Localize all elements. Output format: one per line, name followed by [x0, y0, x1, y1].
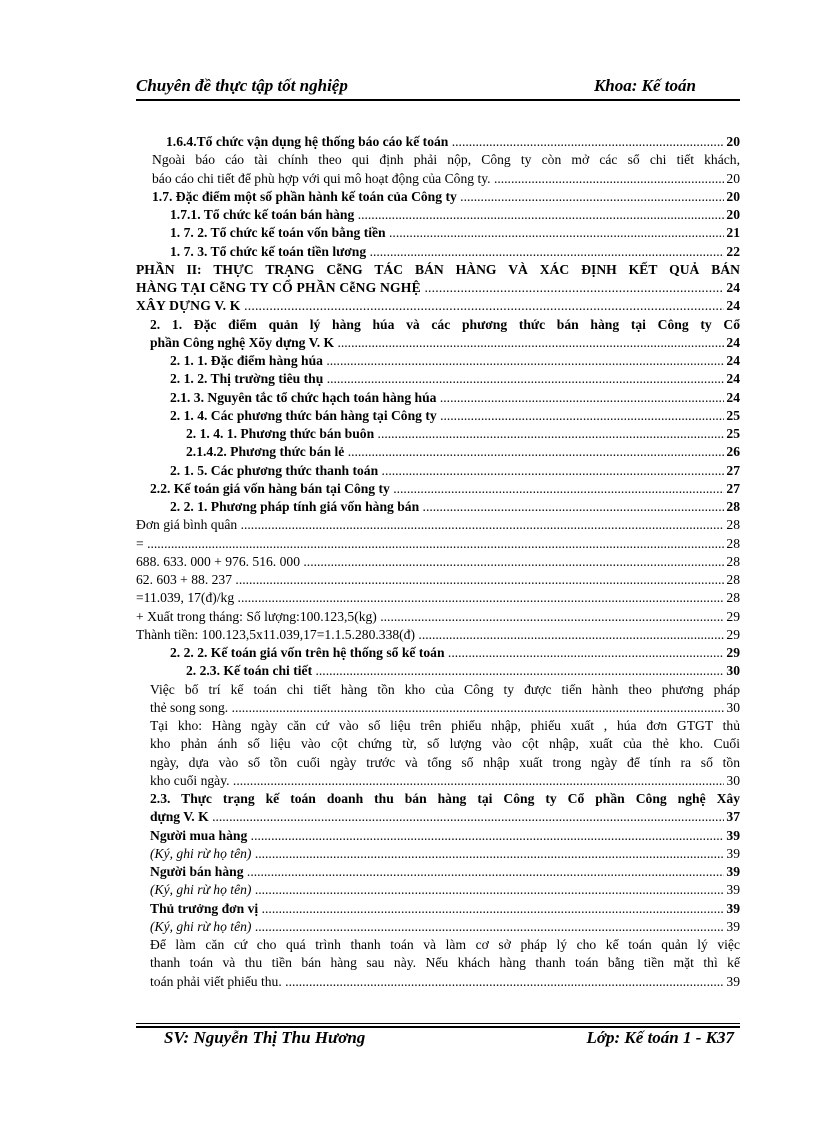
- toc-entry[interactable]: [136, 480, 740, 498]
- toc-entry-title: Thành tiền: 100.123,5x11.039,17=1.1.5.280.338(đ) .....: [136, 626, 740, 644]
- toc-entry-title: XÂY DỰNG V. K .....: [136, 297, 740, 315]
- toc-page-number: 28: [724, 589, 740, 607]
- toc-page-number: 39: [724, 827, 740, 845]
- toc-entry-title: 688. 633. 000 + 976. 516. 000 .....: [136, 553, 740, 571]
- toc-entry-title: phần Công nghệ Xõy dựng V. K .....: [136, 334, 740, 352]
- toc-entry[interactable]: [136, 462, 740, 480]
- toc-entry[interactable]: [136, 553, 740, 571]
- footer-class-label: Lớp: Kế toán 1 - K37: [586, 1028, 734, 1047]
- toc-page-number: 28: [724, 553, 740, 571]
- toc-entry-title: 2. 1. 4. 1. Phương thức bán buôn .....: [136, 425, 740, 443]
- toc-entry-title: báo cáo chi tiết để phù hợp với qui mô hoạt động của Công ty. .....: [136, 170, 740, 188]
- toc-entry[interactable]: [136, 170, 740, 188]
- toc-page-number: 30: [724, 662, 740, 680]
- toc-entry-title: 1.7. Đặc điểm một số phần hành kế toán của Công ty .....: [136, 188, 740, 206]
- toc-entry-title: Thủ trưởng đơn vị .....: [136, 900, 740, 918]
- toc-entry-title: (Ký, ghi rừ họ tên) .....: [136, 881, 740, 899]
- toc-entry-line: Để làm căn cứ cho quá trình thanh toán và làm cơ sở pháp lý cho kế toán quản lý việc: [150, 937, 740, 952]
- header-rule: [136, 99, 740, 101]
- toc-page-number: 39: [724, 918, 740, 936]
- toc-entry-title: 1.6.4.Tổ chức vận dụng hệ thống báo cáo kế toán .....: [136, 133, 740, 151]
- toc-entry[interactable]: [136, 644, 740, 662]
- toc-entry-line: thanh toán và thu tiền bán hàng sau này. Nếu khách hàng thanh toán bằng tiền mặt thì kế: [150, 955, 740, 971]
- toc-entry[interactable]: [136, 608, 740, 626]
- toc-entry-title: 2.2. Kế toán giá vốn hàng bán tại Công ty .....: [136, 480, 740, 498]
- toc-entry-line: 2.3. Thực trạng kế toán doanh thu bán hàng tại Công ty Cổ phần Công nghệ Xây: [150, 791, 740, 806]
- toc-entry[interactable]: [136, 589, 740, 607]
- toc-page-number: 20: [724, 170, 740, 188]
- toc-entry[interactable]: [136, 352, 740, 370]
- toc-entry[interactable]: [136, 918, 740, 936]
- toc-entry[interactable]: [136, 772, 740, 790]
- toc-page-number: 39: [724, 881, 740, 899]
- toc-entry[interactable]: [136, 827, 740, 845]
- page-header: [136, 76, 740, 98]
- toc-entry-line: Việc bố trí kế toán chi tiết hàng tồn kho của Công ty được tiến hành theo phương pháp: [150, 681, 740, 697]
- toc-page-number: 30: [724, 772, 740, 790]
- toc-entry-title: 2.1.4.2. Phương thức bán lẻ .....: [136, 443, 740, 461]
- toc-page-number: 29: [724, 626, 740, 644]
- toc-entry-title: 2. 1. 5. Các phương thức thanh toán .....: [136, 462, 740, 480]
- toc-entry-line: kho phản ánh số liệu vào cột chứng từ, số lượng vào cột nhập, xuất của thẻ kho. Cuối: [150, 736, 740, 752]
- toc-entry-title: 1. 7. 3. Tổ chức kế toán tiền lương .....: [136, 243, 740, 261]
- toc-page-number: 28: [724, 535, 740, 553]
- toc-page-number: 39: [724, 973, 740, 991]
- toc-entry[interactable]: [136, 243, 740, 261]
- toc-entry-title: toán phải viết phiếu thu. .....: [136, 973, 740, 991]
- toc-entry-line: ngày, dựa vào số tồn cuối ngày trước và tổng số nhập xuất trong ngày để tính ra số tồn: [150, 754, 740, 770]
- toc-entry-title: 1.7.1. Tổ chức kế toán bán hàng .....: [136, 206, 740, 224]
- toc-page-number: 24: [724, 389, 740, 407]
- toc-entry-line: Ngoài báo cáo tài chính theo qui định phải nộp, Công ty còn mở các sổ chi tiết khách,: [152, 152, 740, 168]
- toc-entry-title: 2. 1. 2. Thị trường tiêu thụ .....: [136, 370, 740, 388]
- toc-entry-title: dựng V. K .....: [136, 808, 740, 826]
- toc-page-number: 39: [724, 863, 740, 881]
- toc-entry-title: 2. 2. 2. Kế toán giá vốn trên hệ thống sổ kế toán .....: [136, 644, 740, 662]
- toc-entry-title: 62. 603 + 88. 237 .....: [136, 571, 740, 589]
- toc-entry[interactable]: [136, 389, 740, 407]
- toc-entry[interactable]: [136, 279, 740, 297]
- toc-entry[interactable]: [136, 407, 740, 425]
- toc-entry-title: 1. 7. 2. Tổ chức kế toán vốn bằng tiền .....: [136, 224, 740, 242]
- toc-page-number: 29: [724, 608, 740, 626]
- toc-entry[interactable]: [136, 863, 740, 881]
- toc-entry-title: kho cuối ngày. .....: [136, 772, 740, 790]
- toc-entry-title: (Ký, ghi rừ họ tên) .....: [136, 845, 740, 863]
- toc-entry-line: Tại kho: Hàng ngày căn cứ vào số liệu trên phiếu nhập, phiếu xuất , húa đơn GTGT thủ: [150, 718, 740, 733]
- toc-page-number: 27: [724, 462, 740, 480]
- toc-page-number: 20: [724, 188, 740, 206]
- toc-page-number: 37: [724, 808, 740, 826]
- toc-entry-title: 2. 2.3. Kế toán chi tiết .....: [136, 662, 740, 680]
- toc-page-number: 28: [724, 571, 740, 589]
- toc-entry[interactable]: [136, 535, 740, 553]
- toc-page-number: 24: [724, 334, 740, 352]
- toc-entry[interactable]: [136, 845, 740, 863]
- toc-entry[interactable]: [136, 206, 740, 224]
- toc-entry-title: 2. 1. 1. Đặc điểm hàng húa .....: [136, 352, 740, 370]
- toc-entry-title: = .....: [136, 535, 740, 553]
- toc-entry[interactable]: [136, 516, 740, 534]
- toc-entry-title: 2. 2. 1. Phương pháp tính giá vốn hàng bán .....: [136, 498, 740, 516]
- toc-page-number: 25: [724, 425, 740, 443]
- toc-page-number: 30: [724, 699, 740, 717]
- toc-entry[interactable]: [136, 973, 740, 991]
- toc-page-number: 39: [724, 845, 740, 863]
- toc-entry[interactable]: [136, 370, 740, 388]
- toc-entry-title: =11.039, 17(đ)/kg .....: [136, 589, 740, 607]
- toc-page-number: 24: [724, 352, 740, 370]
- toc-entry[interactable]: [136, 188, 740, 206]
- toc-page-number: 24: [724, 297, 740, 315]
- toc-entry[interactable]: [136, 662, 740, 680]
- toc-entry[interactable]: [136, 224, 740, 242]
- header-left-title: Chuyên đề thực tập tốt nghiệp: [136, 76, 348, 95]
- toc-entry[interactable]: [136, 334, 740, 352]
- toc-entry-title: 2.1. 3. Nguyên tắc tổ chức hạch toán hàng húa .....: [136, 389, 740, 407]
- toc-entry-title: Đơn giá bình quân .....: [136, 516, 740, 534]
- toc-page-number: 28: [724, 516, 740, 534]
- page-footer: [136, 1028, 740, 1052]
- toc-page-number: 28: [724, 498, 740, 516]
- toc-entry-title: Người bán hàng .....: [136, 863, 740, 881]
- toc-entry-title: + Xuất trong tháng: Số lượng:100.123,5(kg) .....: [136, 608, 740, 626]
- toc-page-number: 39: [724, 900, 740, 918]
- table-of-contents: [136, 133, 740, 991]
- toc-page-number: 29: [724, 644, 740, 662]
- toc-page-number: 24: [724, 279, 740, 297]
- toc-page-number: 26: [724, 443, 740, 461]
- toc-page-number: 20: [724, 206, 740, 224]
- toc-entry[interactable]: [136, 881, 740, 899]
- toc-entry[interactable]: [136, 425, 740, 443]
- toc-entry-title: Người mua hàng .....: [136, 827, 740, 845]
- toc-entry-title: (Ký, ghi rừ họ tên) .....: [136, 918, 740, 936]
- toc-entry[interactable]: [136, 699, 740, 717]
- toc-entry[interactable]: [136, 297, 740, 315]
- header-right-title: Khoa: Kế toán: [593, 76, 696, 95]
- toc-entry[interactable]: [136, 900, 740, 918]
- toc-entry[interactable]: [136, 498, 740, 516]
- footer-student-name: SV: Nguyễn Thị Thu Hương: [164, 1028, 366, 1047]
- toc-entry-title: 2. 1. 4. Các phương thức bán hàng tại Công ty .....: [136, 407, 740, 425]
- toc-entry-title: thẻ song song. .....: [136, 699, 740, 717]
- footer-rule-thin: [136, 1023, 740, 1024]
- toc-entry[interactable]: [136, 808, 740, 826]
- toc-page-number: 22: [724, 243, 740, 261]
- toc-entry[interactable]: [136, 133, 740, 151]
- toc-entry[interactable]: [136, 571, 740, 589]
- toc-entry-line: PHẦN II: THỰC TRẠNG CễNG TÁC BÁN HÀNG VÀ XÁC ĐỊNH KẾT QUẢ BÁN: [136, 261, 740, 277]
- toc-entry[interactable]: [136, 443, 740, 461]
- toc-page-number: 24: [724, 370, 740, 388]
- toc-page-number: 21: [724, 224, 740, 242]
- toc-page-number: 27: [724, 480, 740, 498]
- toc-entry-title: HÀNG TẠI CễNG TY CỔ PHẦN CễNG NGHỆ .....: [136, 279, 740, 297]
- toc-entry[interactable]: [136, 626, 740, 644]
- toc-page-number: 20: [724, 133, 740, 151]
- toc-page-number: 25: [724, 407, 740, 425]
- toc-entry-line: 2. 1. Đặc điểm quản lý hàng húa và các phương thức bán hàng tại Công ty Cổ: [150, 316, 740, 332]
